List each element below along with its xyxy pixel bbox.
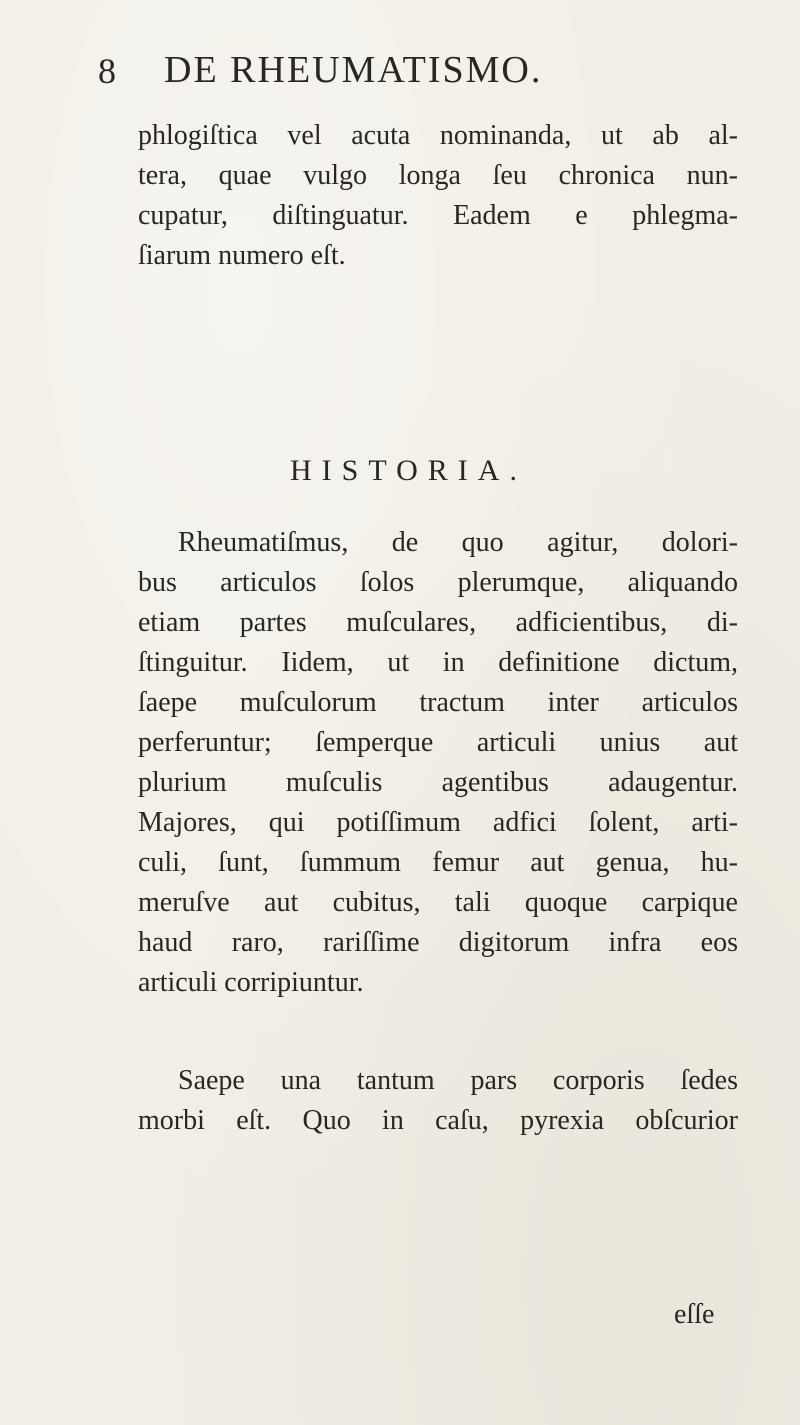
section-heading: HISTORIA. — [290, 454, 527, 487]
running-head: DE RHEUMATISMO. — [164, 49, 543, 91]
page-header — [98, 48, 738, 98]
text-line: cupatur, diſtinguatur. Eadem e phlegma- — [138, 200, 738, 231]
text-line: haud raro, rariſſime digitorum infra eos — [138, 927, 738, 958]
text-line: meruſve aut cubitus, tali quoque carpique — [138, 887, 738, 918]
intro-paragraph — [138, 116, 738, 276]
text-line: Rheumatiſmus, de quo agitur, dolori- — [178, 527, 738, 558]
text-line: bus articulos ſolos plerumque, aliquando — [138, 567, 738, 598]
text-line: plurium muſculis agentibus adaugentur. — [138, 767, 738, 798]
final-paragraph — [138, 1061, 738, 1141]
text-line: etiam partes muſculares, adficientibus, di- — [138, 607, 738, 638]
text-line: ſiarum numero eſt. — [138, 240, 346, 271]
text-line: phlogiſtica vel acuta nominanda, ut ab al- — [138, 120, 738, 151]
historia-paragraph — [138, 523, 738, 1003]
text-line: ſtinguitur. Iidem, ut in definitione dictum, — [138, 647, 738, 678]
page-number: 8 — [98, 51, 116, 91]
text-line: articuli corripiuntur. — [138, 967, 364, 998]
text-line: culi, ſunt, ſummum femur aut genua, hu- — [138, 847, 738, 878]
text-line: Saepe una tantum pars corporis ſedes — [178, 1065, 738, 1096]
catchword: eſſe — [674, 1299, 715, 1330]
text-line: ſaepe muſculorum tractum inter articulos — [138, 687, 738, 718]
text-line: Majores, qui potiſſimum adfici ſolent, arti- — [138, 807, 738, 838]
text-line: morbi eſt. Quo in caſu, pyrexia obſcurior — [138, 1105, 738, 1136]
text-line: tera, quae vulgo longa ſeu chronica nun- — [138, 160, 738, 191]
text-line: perferuntur; ſemperque articuli unius aut — [138, 727, 738, 758]
